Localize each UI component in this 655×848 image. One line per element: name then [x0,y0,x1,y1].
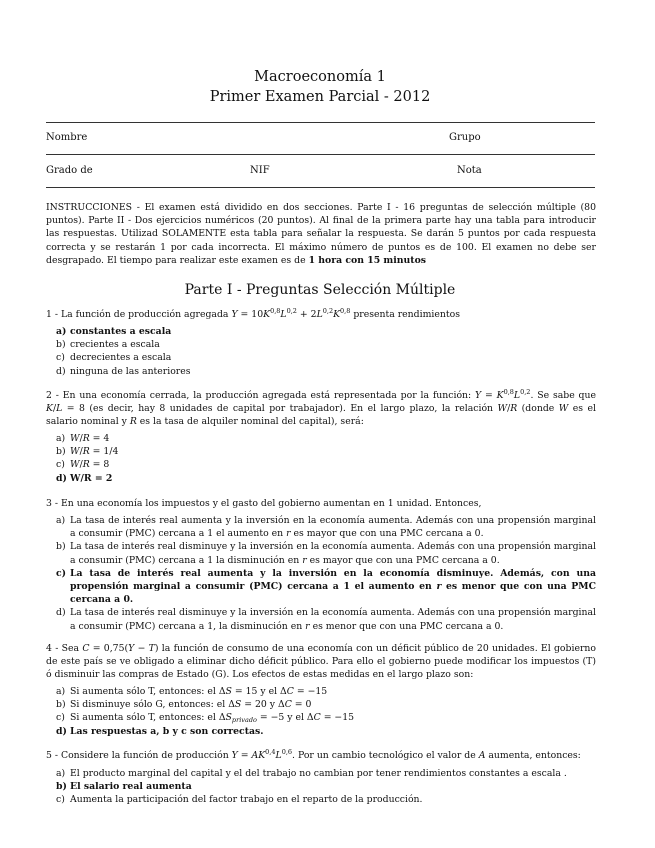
option-label: d) [56,365,66,377]
option-value: = 4 [92,433,110,444]
option-value: = 8 [92,459,110,471]
option-text: Si aumenta sólo T, entonces: el [70,686,219,697]
option-text: La tasa de interés real disminuye y la inversión en la economía aumenta. Además con una propensión marginal a consumir (PMC) cercana a 1 la disminución en [70,541,596,566]
q3-option-a: a) La tasa de interés real aumenta y la inversión en la economía aumenta. Además con una propensión marginal a consumir (PMC) cercana a 1 el aumento en r es mayor que con una PMC cercana a 0. [56,515,596,540]
q2-r: R [129,416,137,428]
q4-text-1: 4 - Sea [46,643,83,654]
q2-option-b: b) W/R = 1/4 [56,446,119,458]
q4-option-a: a) Si aumenta sólo T, entonces: el ΔS = 15 y el ΔC = −15 [56,686,328,697]
q4-option-c: c) Si aumenta sólo T, entonces: el $\Delta S_{privado} = -5$ y el ΔC = −15 [56,712,355,725]
option-text-end: es menor que con una PMC cercana a 0. [70,581,596,606]
q2-option-c: c) W/R = 8 [56,459,110,471]
part1-title: Parte I - Preguntas Selección Múltiple [184,282,456,298]
q5-options [56,767,596,807]
option-text: El producto marginal del capital y el del trabajo no cambian por tener rendimientos constantes a escala . [70,768,567,779]
q2-text-2: . Se sabe que [530,390,596,401]
option-label: d) [56,472,67,484]
option-text: crecientes a escala [70,339,160,351]
q3-option-b: b) La tasa de interés real disminuye y la inversión en la economía aumenta. Además con una propensión marginal a consumir (PMC) cercana a 1 la disminución en r es mayor que con una PMC cercana a 0. [56,541,596,566]
option-label: c) [56,794,65,806]
option-connector: y el [257,686,281,697]
option-label: b) [56,541,66,553]
question-2 [46,389,596,429]
q2-text-4: (donde [517,403,559,415]
question-3: 3 - En una economía los impuestos y el gasto del gobierno aumentan en 1 unidad. Entonces, [46,498,482,509]
nif-field-label: NIF [250,165,270,176]
option-label: a) [56,768,66,779]
option-text: La tasa de interés real disminuye y la inversión en la economía aumenta. Además con una propensión marginal a consumir (PMC) cercana a 1, la disminución en [70,607,596,632]
grade-field-label: Nota [457,165,482,176]
q5-option-c [56,793,596,806]
group-field-label: Grupo [449,132,481,143]
option-label: b) [56,781,67,793]
q5-formula: $Y = AK^{0,4}L^{0,6}$ [231,748,293,761]
option-connector: y el [284,712,307,724]
q5-text-2: . Por un cambio tecnológico el valor de [292,750,479,761]
q2-text-3: (es decir, hay 8 unidades de capital por trabajador). En el largo plazo, la relación [84,403,498,415]
q2-options [56,432,596,485]
option-text-end: es menor que con una PMC cercana a 0. [309,620,504,632]
q3-options [56,514,596,633]
option-label: c) [56,712,65,724]
q1-option-a [56,325,596,338]
q5-option-a [56,767,596,780]
name-field-label: Nombre [46,132,88,143]
option-value: = 1/4 [92,446,119,458]
q1-options [56,325,596,378]
option-text: La tasa de interés real aumenta y la inversión en la economía aumenta. Además con una propensión marginal a consumir (PMC) cercana a 1 el aumento en [70,515,596,540]
q2-text-1: 2 - En una economía cerrada, la producción agregada está representada por la función: [46,390,475,401]
option-value: = 2 [94,472,113,484]
question-4 [46,642,596,682]
q4-options [56,685,596,738]
q1-option-d [56,365,596,378]
option-text: Aumenta la participación del factor trabajo en el reparto de la producción. [70,794,423,806]
option-text: Si disminuye sólo G, entonces: el [70,699,229,711]
option-label: a) [56,686,66,697]
q4-formula: C = 0,75(Y − T) [82,643,159,654]
instructions-text: INSTRUCCIONES - El examen está dividido en dos secciones. Parte I - 16 preguntas de selección múltiple (80 puntos). Parte II - Dos ejercicios numéricos (20 puntos). Al final de la primera parte hay una tabla para introducir las respuestas. Utilizad SOLAMENTE esta tabla para señalar la respuesta. Se darán 5 puntos por cada respuesta correcta y se restarán 1 por cada incorrecta. El máximo número de puntos es de 100. El examen no debe ser desgrapado. El tiempo para realizar este examen es de [46,202,596,266]
degree-field-label: Grado de [46,165,93,176]
option-text-end: es mayor que con una PMC cercana a 0. [290,528,484,540]
q2-option-a: a) W/R = 4 [56,433,110,444]
q2-wr: W/R [497,403,518,415]
exam-title: Primer Examen Parcial - 2012 [209,89,431,105]
q1-text-start: 1 - La función de producción agregada [46,309,232,320]
option-connector: y [266,699,278,711]
q4-option-b: b) Si disminuye sólo G, entonces: el ΔS = 20 y ΔC = 0 [56,699,312,711]
q2-formula: $Y = K^{0,8}L^{0,2}$ [475,388,531,401]
option-label: b) [56,339,66,351]
course-title: Macroeconomía 1 [254,69,386,85]
q1-formula: $Y = 10K^{0,8}L^{0,2} + 2L^{0,2}K^{0,8}$ [231,307,351,320]
option-label: b) [56,699,66,711]
q5-text-1: 5 - Considere la función de producción [46,750,232,761]
q2-ratio: K/L = 8 [46,403,85,415]
option-label: a) [56,515,66,526]
q1-option-b [56,338,596,351]
q5-text-3: aumenta, entonces: [485,750,581,761]
q3-option-c: c) La tasa de interés real aumenta y la inversión en la economía disminuye. Además, con una propensión marginal a consumir (PMC) cercana a 1 el aumento en r es menor que con una PMC cercana a 0. [56,567,596,606]
option-label: c) [56,352,65,364]
q2-text-5: es el salario nominal y [46,403,596,428]
option-text: Las respuestas a, b y c son correctas. [70,725,264,737]
option-text: El salario real aumenta [70,781,192,793]
q5-option-b [56,780,596,793]
q4-option-d [56,725,596,738]
option-text: ninguna de las anteriores [70,365,191,377]
option-text: decrecientes a escala [70,352,172,364]
q4-text-2: la función de consumo de una economía con un déficit público de 20 unidades. El gobierno de este país se ve obligado a eliminar dicho déficit público. Para ello el gobierno puede modificar los impuestos (T) ó disminuir las compras de Estado (G). Los efectos de estas medidas en el largo plazo son: [46,643,596,681]
question-5 [46,749,596,762]
divider-top [46,122,595,123]
option-text: La tasa de interés real aumenta y la inversión en la economía disminuye. Además, con una propensión marginal a consumir (PMC) cercana a 1 el aumento en [70,567,596,593]
divider-middle [46,154,595,155]
option-text: constantes a escala [70,326,172,337]
question-1 [46,308,596,321]
q3-option-d: d) La tasa de interés real disminuye y la inversión en la economía aumenta. Además con una propensión marginal a consumir (PMC) cercana a 1, la disminución en r es menor que con una PMC cercana a 0. [56,607,596,632]
q2-option-d: d) W/R = 2 [56,472,113,484]
option-label: d) [56,607,66,619]
q5-a: A [478,750,486,761]
q2-text-6: es la tasa de alquiler nominal del capital), será: [136,416,364,428]
option-text-end: es mayor que con una PMC cercana a 0. [306,554,500,566]
option-text: Si aumenta sólo T, entonces: el [70,712,219,724]
option-label: a) [56,433,66,444]
q1-option-c [56,351,596,364]
q2-w: W [558,403,569,415]
divider-bottom [46,187,595,188]
q1-text-end: presenta rendimientos [350,309,460,320]
option-label: b) [56,446,66,458]
option-label: c) [56,459,65,471]
instructions [46,201,596,267]
exam-duration: 1 hora con 15 minutos [308,254,427,266]
option-label: c) [56,567,67,579]
option-label: d) [56,725,67,737]
option-label: a) [56,326,67,337]
